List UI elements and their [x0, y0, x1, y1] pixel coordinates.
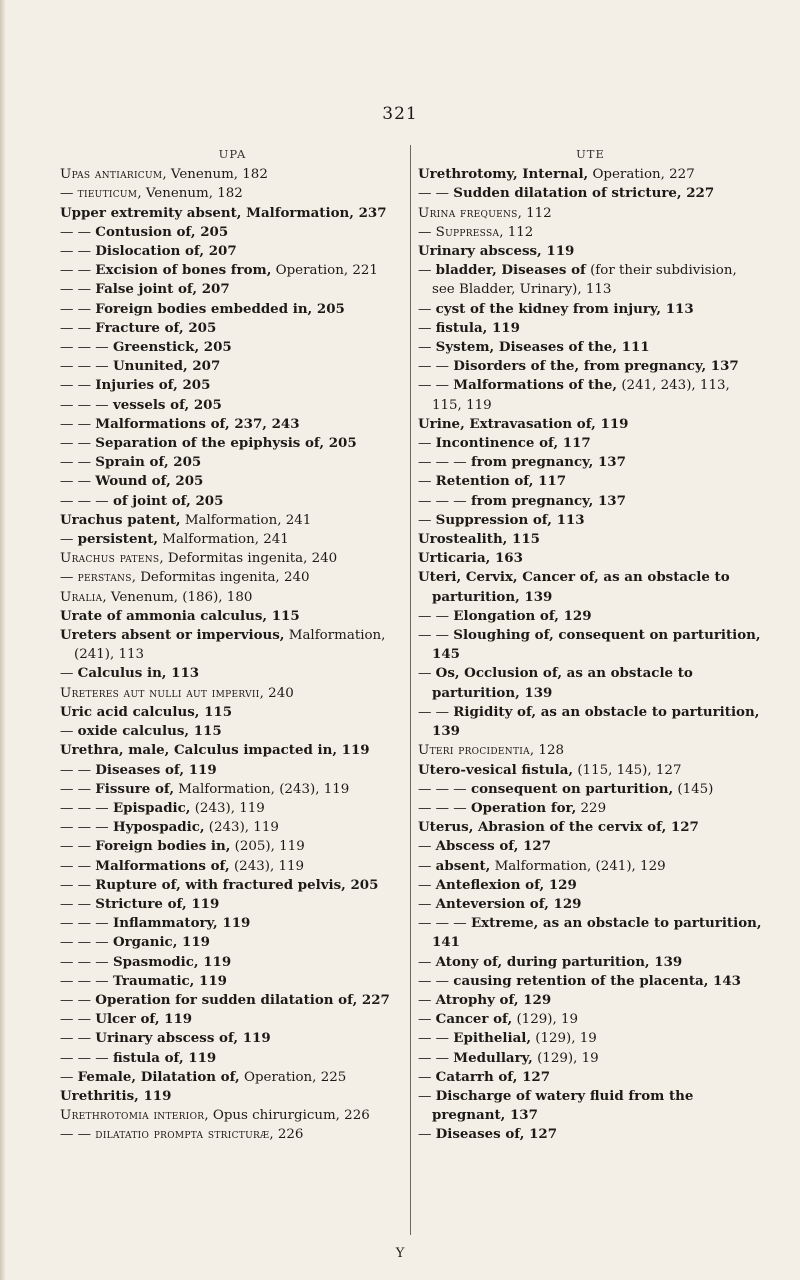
entry-dash: — —: [60, 378, 96, 394]
index-entry: [60, 511, 405, 530]
index-entry: [418, 184, 763, 203]
entry-text: , 112: [499, 224, 534, 240]
entry-dash: — —: [60, 263, 96, 279]
entry-heading: Diseases of, 127: [435, 1126, 558, 1143]
index-entry: [418, 991, 763, 1010]
index-entry: [418, 415, 763, 434]
index-entry: [418, 1087, 763, 1125]
entry-text: (115, 145), 127: [573, 762, 682, 778]
entry-heading: Urticaria, 163: [418, 550, 523, 567]
entry-heading: Operation for sudden dilatation of, 227: [95, 991, 390, 1008]
index-entry: [418, 338, 763, 357]
entry-dash: —: [60, 1069, 78, 1085]
index-entry: [418, 1029, 763, 1048]
index-entry: [418, 434, 763, 453]
entry-heading: vessels of, 205: [112, 396, 222, 413]
entry-dash: — — —: [60, 820, 113, 836]
entry-heading: Abscess of, 127: [435, 838, 552, 855]
index-entry: [60, 837, 405, 856]
entry-dash: — —: [60, 455, 96, 471]
index-entry: [418, 837, 763, 856]
index-entry: [60, 338, 405, 357]
entry-text: (129), 19: [531, 1031, 597, 1047]
entry-heading: Calculus in, 113: [77, 665, 200, 682]
index-entry: [60, 300, 405, 319]
entry-heading: Stricture of, 119: [95, 895, 220, 912]
entry-dash: — —: [60, 858, 96, 874]
entry-heading: Catarrh of, 127: [435, 1068, 551, 1085]
entry-text: , Deformitas ingenita, 240: [131, 570, 310, 586]
signature-mark: Y: [395, 1246, 405, 1261]
entry-heading: Female, Dilatation of,: [77, 1068, 240, 1085]
index-entry: [60, 472, 405, 491]
entry-heading: System, Diseases of the, 111: [435, 339, 650, 356]
entry-dash: — —: [418, 1050, 454, 1066]
index-entry: [418, 242, 763, 261]
entry-heading: Inflammatory, 119: [112, 915, 251, 932]
index-entry: [418, 319, 763, 338]
index-entry: [418, 953, 763, 972]
index-entry: [418, 511, 763, 530]
index-entry: [60, 876, 405, 895]
entry-dash: —: [418, 877, 436, 893]
entry-text: (129), 19: [512, 1012, 579, 1028]
index-entry: [418, 972, 763, 991]
entry-text: , Deformitas ingenita, 240: [159, 551, 338, 567]
index-entry: [418, 204, 763, 223]
entry-text: (for their subdivision, see Bladder, Urinary), 113: [432, 263, 737, 298]
index-entry: [60, 626, 405, 664]
entry-dash: — —: [60, 1012, 96, 1028]
entry-dash: —: [418, 1127, 436, 1143]
entry-heading: fistula, 119: [435, 319, 520, 336]
entry-heading: Separation of the epiphysis of, 205: [95, 435, 357, 452]
entry-text: Malformation, (243), 119: [174, 781, 350, 797]
index-entry: [60, 434, 405, 453]
index-entry: [60, 664, 405, 683]
index-entry: [60, 703, 405, 722]
entry-dash: — —: [60, 416, 96, 432]
index-entry: [60, 1125, 405, 1144]
entry-heading: from pregnancy, 137: [470, 492, 626, 509]
entry-heading: Greenstick, 205: [112, 339, 232, 356]
index-entry: [60, 799, 405, 818]
index-entry: [418, 607, 763, 626]
index-entry: [418, 818, 763, 837]
entry-dash: —: [418, 1088, 436, 1104]
entry-dash: —: [60, 724, 78, 740]
entry-dash: — — —: [60, 935, 113, 951]
index-entry: [418, 895, 763, 914]
index-entry: [418, 703, 763, 741]
index-entry: [60, 280, 405, 299]
entry-dash: — — —: [60, 954, 113, 970]
index-entry: [418, 223, 763, 242]
entry-text: (241, 243), 113, 115, 119: [432, 378, 730, 413]
entry-heading: Anteflexion of, 129: [435, 876, 577, 893]
entry-dash: — — —: [418, 781, 471, 797]
entry-text: , Venenum, (186), 180: [102, 589, 253, 605]
entry-text: Malformation, (241), 129: [490, 858, 666, 874]
entry-heading: Atrophy of, 129: [435, 991, 552, 1008]
entry-text: (243), 119: [204, 820, 279, 836]
index-entry: [418, 165, 763, 184]
entry-heading: Fracture of, 205: [95, 319, 217, 336]
index-entry: [60, 1087, 405, 1106]
entry-text: Malformation, 241: [158, 532, 289, 548]
entry-heading: Malformations of,: [95, 857, 230, 874]
entry-dash: — —: [60, 224, 96, 240]
entry-dash: — —: [418, 1031, 454, 1047]
entry-heading: persistent,: [77, 531, 159, 548]
entry-dash: — —: [60, 839, 96, 855]
entry-text: (205), 119: [230, 839, 305, 855]
index-entry: [60, 492, 405, 511]
entry-heading: Incontinence of, 117: [435, 435, 591, 452]
entry-text: , 112: [517, 205, 552, 221]
entry-dash: — —: [418, 704, 454, 720]
entry-heading: Malformations of the,: [453, 377, 618, 394]
entry-dash: —: [418, 858, 436, 874]
entry-heading: Suppression of, 113: [435, 511, 585, 528]
left-column: [60, 145, 405, 1145]
index-entry: [418, 626, 763, 664]
entry-heading: Disorders of the, from pregnancy, 137: [453, 358, 739, 375]
entry-heading: Urethrotomy, Internal,: [418, 166, 589, 183]
entry-text: (243), 119: [229, 858, 305, 874]
entry-heading: Epithelial,: [453, 1030, 531, 1047]
index-entry: [418, 376, 763, 414]
entry-dash: —: [418, 1069, 436, 1085]
entry-text: (145): [673, 781, 714, 797]
index-entry: [418, 741, 763, 760]
index-entry: [60, 1010, 405, 1029]
entry-heading: dilatatio prompta stricturæ: [95, 1127, 270, 1143]
index-entry: [60, 204, 405, 223]
index-entry: [60, 319, 405, 338]
index-entry: [60, 761, 405, 780]
entry-text: , 128: [529, 743, 564, 759]
entry-dash: — —: [60, 244, 96, 260]
entry-dash: — — —: [418, 800, 471, 816]
entry-heading: Atony of, during parturition, 139: [435, 953, 683, 970]
entry-heading: Suppressa: [435, 224, 500, 240]
page-edge: [0, 0, 6, 1280]
entry-text: (243), 119: [190, 800, 265, 816]
entry-text: , Venenum, 182: [162, 167, 268, 183]
index-entry: [418, 492, 763, 511]
entry-heading: consequent on parturition,: [470, 780, 674, 797]
entry-heading: of joint of, 205: [112, 492, 224, 509]
entry-heading: Sprain of, 205: [95, 454, 202, 471]
index-entry: [60, 568, 405, 587]
entry-heading: Uralia: [60, 589, 103, 605]
index-entry: [418, 761, 763, 780]
right-column: [418, 145, 763, 1145]
entry-dash: — —: [418, 359, 454, 375]
index-entry: [60, 895, 405, 914]
entry-dash: —: [418, 992, 436, 1008]
entry-dash: — —: [60, 992, 96, 1008]
index-entry: [60, 857, 405, 876]
index-entry: [418, 780, 763, 799]
index-entry: [60, 357, 405, 376]
entry-heading: Extreme, as an obstacle to parturition, 141: [432, 915, 762, 951]
entry-dash: — —: [418, 628, 454, 644]
entry-dash: — — —: [60, 397, 113, 413]
entry-heading: tieuticum: [77, 186, 138, 202]
column-divider: [410, 145, 411, 1235]
entry-dash: — —: [60, 320, 96, 336]
entry-heading: Fissure of,: [95, 780, 174, 797]
index-entry: [60, 741, 405, 760]
left-column-header: UPA: [218, 147, 247, 161]
entry-heading: Upas antiaricum: [60, 167, 163, 183]
entry-dash: —: [60, 532, 78, 548]
entry-dash: —: [418, 436, 436, 452]
entry-dash: — —: [60, 474, 96, 490]
entry-dash: — —: [60, 1127, 96, 1143]
entry-heading: bladder, Diseases of: [435, 262, 586, 279]
entry-dash: —: [418, 263, 436, 279]
right-column-header: UTE: [576, 147, 605, 161]
entry-dash: — — —: [60, 916, 113, 932]
entry-text: , Venenum, 182: [137, 186, 243, 202]
entry-dash: —: [418, 320, 436, 336]
entry-text: (129), 19: [532, 1050, 599, 1066]
entry-dash: —: [418, 340, 436, 356]
index-entry: [418, 799, 763, 818]
entry-heading: oxide calculus, 115: [77, 723, 222, 740]
entry-heading: Contusion of, 205: [95, 223, 229, 240]
entry-dash: — —: [60, 781, 96, 797]
entry-dash: — —: [60, 301, 96, 317]
entry-dash: — —: [60, 1031, 96, 1047]
entry-heading: Foreign bodies in,: [95, 838, 231, 855]
entry-heading: Ureters absent or impervious,: [60, 627, 285, 644]
index-entry: [418, 300, 763, 319]
index-entry: [418, 857, 763, 876]
index-entry: [60, 1049, 405, 1068]
entry-heading: Uteri procidentia: [418, 743, 530, 759]
entry-heading: Epispadic,: [112, 799, 191, 816]
left-entry-list: [60, 165, 405, 1144]
entry-heading: Anteversion of, 129: [435, 895, 582, 912]
entry-dash: — — —: [60, 800, 113, 816]
entry-dash: — —: [60, 896, 96, 912]
entry-heading: Urethritis, 119: [60, 1087, 172, 1104]
right-entry-list: [418, 165, 763, 1144]
entry-heading: Urethrotomia interior: [60, 1108, 205, 1124]
entry-heading: False joint of, 207: [95, 281, 230, 298]
index-entry: [418, 664, 763, 702]
entry-dash: —: [60, 186, 78, 202]
entry-heading: Urachus patens: [60, 551, 160, 567]
entry-dash: —: [418, 224, 436, 240]
entry-dash: —: [418, 839, 436, 855]
index-entry: [60, 914, 405, 933]
entry-heading: Wound of, 205: [95, 473, 204, 490]
entry-heading: Traumatic, 119: [112, 972, 227, 989]
entry-heading: Hypospadic,: [112, 819, 205, 836]
entry-heading: Spasmodic, 119: [112, 953, 232, 970]
index-entry: [418, 357, 763, 376]
entry-heading: Medullary,: [453, 1049, 533, 1066]
entry-heading: Urate of ammonia calculus, 115: [60, 607, 300, 624]
entry-heading: Discharge of watery fluid from the pregnant, 137: [432, 1087, 694, 1124]
index-entry: [60, 991, 405, 1010]
index-entry: [60, 933, 405, 952]
entry-dash: — — —: [418, 455, 471, 471]
entry-dash: —: [418, 301, 436, 317]
entry-heading: Ununited, 207: [112, 358, 221, 375]
index-entry: [60, 818, 405, 837]
entry-text: Operation, 221: [271, 263, 378, 279]
entry-dash: —: [418, 954, 436, 970]
entry-dash: — — —: [418, 916, 471, 932]
page-number: 321: [382, 104, 418, 124]
entry-heading: Urine, Extravasation of, 119: [418, 415, 629, 432]
index-entry: [418, 876, 763, 895]
index-entry: [60, 588, 405, 607]
entry-heading: Retention of, 117: [435, 473, 567, 490]
entry-heading: Malformations of, 237, 243: [95, 415, 300, 432]
entry-dash: — — —: [60, 973, 113, 989]
entry-text: Malformation, (241), 113: [74, 628, 386, 663]
entry-heading: Organic, 119: [112, 934, 210, 951]
entry-dash: —: [418, 896, 436, 912]
entry-text: Malformation, 241: [180, 512, 312, 528]
entry-dash: — — —: [418, 493, 471, 509]
entry-text: Operation, 227: [588, 167, 695, 183]
index-entry: [60, 780, 405, 799]
index-entry: [60, 1029, 405, 1048]
entry-heading: Diseases of, 119: [95, 761, 217, 778]
index-entry: [60, 1068, 405, 1087]
entry-heading: Rupture of, with fractured pelvis, 205: [95, 876, 379, 893]
index-entry: [60, 376, 405, 395]
index-entry: [60, 972, 405, 991]
entry-heading: absent,: [435, 857, 491, 874]
index-entry: [60, 223, 405, 242]
index-entry: [60, 607, 405, 626]
index-entry: [418, 914, 763, 952]
index-entry: [418, 261, 763, 299]
entry-text: Operation, 225: [239, 1069, 347, 1085]
entry-heading: Uteri, Cervix, Cancer of, as an obstacle to parturition, 139: [418, 569, 730, 605]
entry-heading: Foreign bodies embedded in, 205: [95, 300, 345, 317]
entry-dash: — —: [418, 186, 454, 202]
entry-heading: Sudden dilatation of stricture, 227: [453, 185, 715, 202]
index-entry: [60, 184, 405, 203]
entry-dash: —: [60, 570, 78, 586]
entry-dash: — —: [418, 608, 454, 624]
index-entry: [418, 1049, 763, 1068]
entry-heading: Urinary abscess of, 119: [95, 1030, 271, 1047]
index-entry: [60, 722, 405, 741]
entry-heading: Ulcer of, 119: [95, 1011, 193, 1028]
entry-heading: Cancer of,: [435, 1011, 513, 1028]
index-entry: [418, 568, 763, 606]
entry-heading: Urachus patent,: [60, 511, 181, 528]
index-entry: [60, 1106, 405, 1125]
entry-dash: —: [418, 1012, 436, 1028]
entry-dash: — — —: [60, 1050, 113, 1066]
entry-heading: Uric acid calculus, 115: [60, 703, 233, 720]
entry-dash: — —: [60, 762, 96, 778]
entry-heading: Injuries of, 205: [95, 377, 211, 394]
entry-heading: Ureteres aut nulli aut impervii: [60, 685, 260, 701]
index-entry: [60, 530, 405, 549]
entry-dash: — —: [60, 436, 96, 452]
entry-dash: —: [418, 512, 436, 528]
index-entry: [60, 684, 405, 703]
entry-heading: from pregnancy, 137: [470, 454, 626, 471]
entry-heading: cyst of the kidney from injury, 113: [435, 300, 694, 317]
entry-dash: — — —: [60, 340, 113, 356]
entry-heading: causing retention of the placenta, 143: [453, 972, 741, 989]
entry-dash: — — —: [60, 359, 113, 375]
index-entry: [60, 261, 405, 280]
entry-dash: — — —: [60, 493, 113, 509]
entry-heading: perstans: [77, 570, 132, 586]
entry-dash: —: [418, 666, 436, 682]
entry-heading: fistula of, 119: [112, 1049, 217, 1066]
entry-dash: — —: [60, 877, 96, 893]
index-entry: [418, 530, 763, 549]
index-entry: [418, 453, 763, 472]
entry-dash: —: [60, 666, 78, 682]
index-entry: [418, 472, 763, 491]
entry-heading: Elongation of, 129: [453, 607, 592, 624]
entry-heading: Operation for,: [470, 799, 577, 816]
entry-dash: — —: [418, 973, 454, 989]
entry-text: , 240: [259, 685, 294, 701]
entry-heading: Urethra, male, Calculus impacted in, 119: [60, 742, 370, 759]
entry-heading: Urostealith, 115: [418, 531, 540, 548]
entry-heading: Uterus, Abrasion of the cervix of, 127: [418, 819, 699, 836]
index-entry: [60, 396, 405, 415]
index-entry: [60, 953, 405, 972]
entry-dash: — —: [418, 378, 454, 394]
entry-dash: —: [418, 474, 436, 490]
entry-text: 229: [576, 800, 607, 816]
entry-heading: Dislocation of, 207: [95, 243, 237, 260]
index-entry: [60, 549, 405, 568]
index-entry: [418, 1010, 763, 1029]
entry-heading: Upper extremity absent, Malformation, 237: [60, 204, 387, 221]
entry-heading: Rigidity of, as an obstacle to parturition, 139: [432, 703, 760, 740]
index-entry: [60, 453, 405, 472]
entry-dash: — —: [60, 282, 96, 298]
entry-text: , Opus chirurgicum, 226: [204, 1108, 370, 1124]
entry-heading: Excision of bones from,: [95, 262, 272, 279]
entry-heading: Utero-vesical fistula,: [418, 761, 574, 778]
index-entry: [60, 415, 405, 434]
entry-heading: Os, Occlusion of, as an obstacle to parturition, 139: [432, 665, 693, 701]
index-entry: [418, 549, 763, 568]
entry-text: , 226: [269, 1127, 304, 1143]
index-entry: [418, 1125, 763, 1144]
index-entry: [60, 165, 405, 184]
entry-heading: Urinary abscess, 119: [418, 243, 575, 260]
entry-heading: Sloughing of, consequent on parturition, 145: [432, 627, 761, 663]
index-entry: [418, 1068, 763, 1087]
index-entry: [60, 242, 405, 261]
entry-heading: Urina frequens: [418, 205, 518, 221]
